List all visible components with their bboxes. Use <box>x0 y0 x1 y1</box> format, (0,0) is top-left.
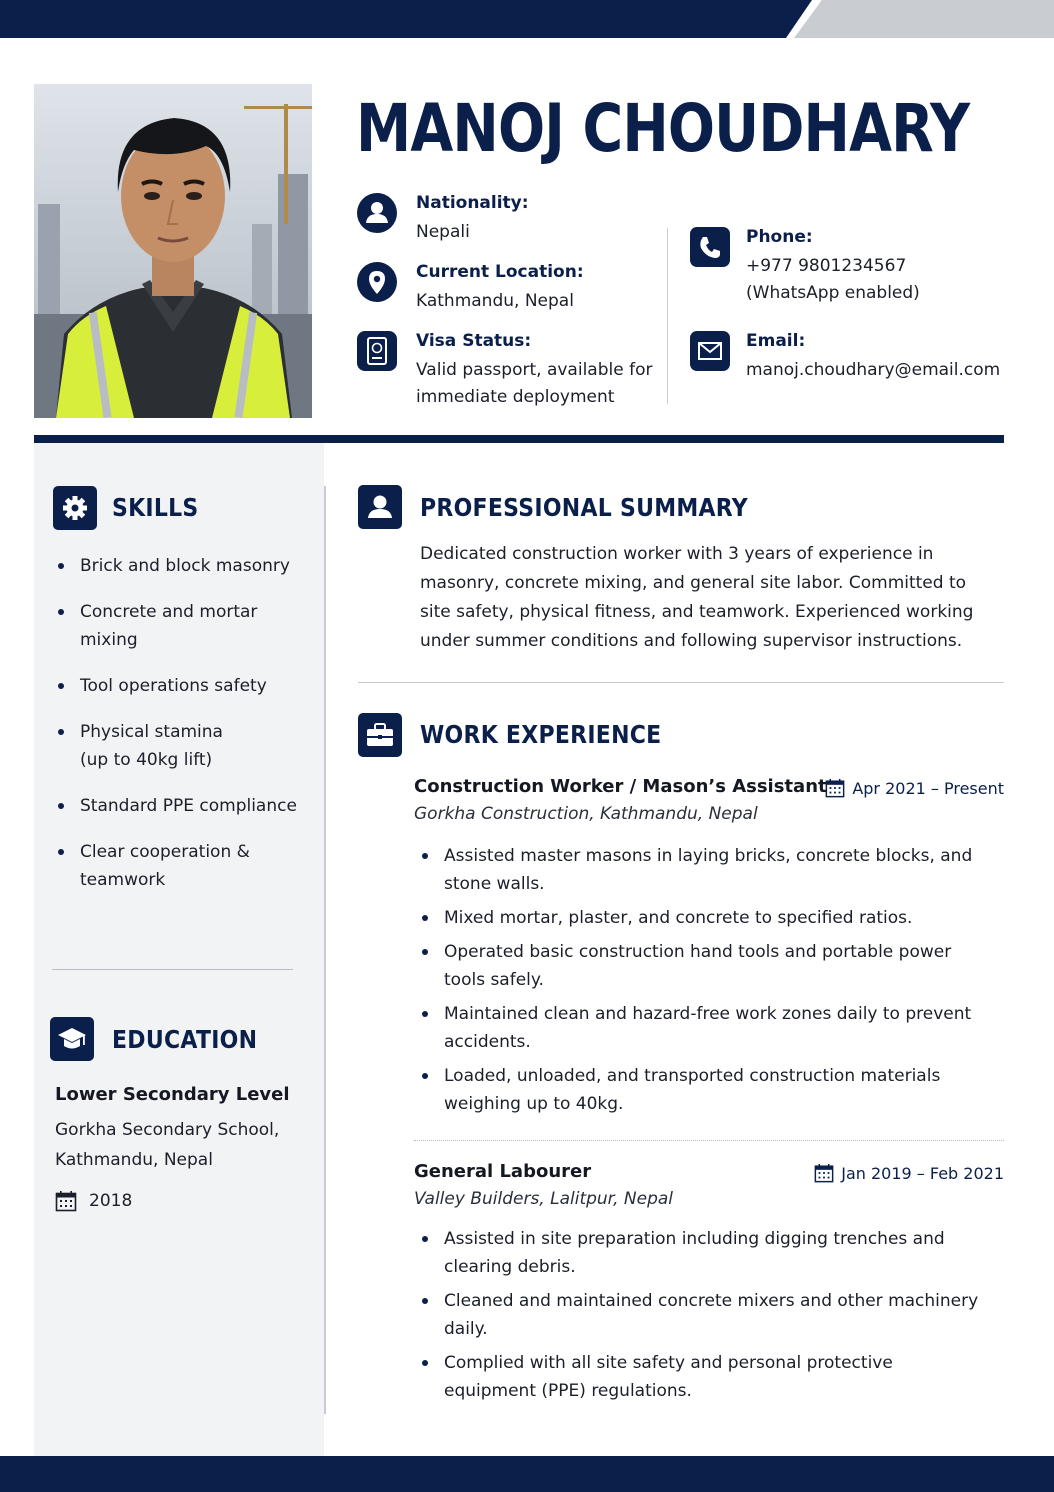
calendar-icon <box>55 1190 77 1212</box>
gear-icon <box>53 486 97 530</box>
nationality-value: Nepali <box>416 222 470 242</box>
list-item: Complied with all site safety and personal protective equipment (PPE) regulations. <box>420 1349 980 1405</box>
calendar-icon <box>825 778 845 798</box>
list-item: Concrete and mortar mixing <box>58 598 318 654</box>
job-title: General Labourer <box>414 1161 592 1182</box>
visa-label: Visa Status: <box>416 331 532 351</box>
candidate-name: MANOJ CHOUDHARY <box>356 90 970 167</box>
phone-value[interactable]: +977 9801234567 (WhatsApp enabled) <box>746 256 920 303</box>
contact-divider <box>667 228 668 404</box>
job-dates-text: Jan 2019 – Feb 2021 <box>841 1163 1004 1183</box>
list-item: Clear cooperation & teamwork <box>58 838 318 894</box>
person-icon <box>357 193 397 233</box>
education-title: EDUCATION <box>112 1025 258 1054</box>
job-dates-text: Apr 2021 – Present <box>852 778 1004 798</box>
education-school: Gorkha Secondary School, Kathmandu, Nepal <box>55 1120 280 1170</box>
visa-value: Valid passport, available for immediate deployment <box>416 360 653 407</box>
sidebar-section-divider <box>52 969 293 970</box>
job-entry <box>414 776 1004 1126</box>
header-rule <box>34 435 1004 443</box>
list-item: Brick and block masonry <box>58 552 318 580</box>
list-item: Physical stamina (up to 40kg lift) <box>58 718 318 774</box>
list-item: Assisted master masons in laying bricks, concrete blocks, and stone walls. <box>420 842 980 898</box>
job-title: Construction Worker / Mason’s Assistant <box>414 776 827 797</box>
list-item: Cleaned and maintained concrete mixers and other machinery daily. <box>420 1287 980 1343</box>
visa-row <box>357 331 667 413</box>
email-row <box>690 331 1004 387</box>
education-year: 2018 <box>89 1191 133 1211</box>
job-dates <box>814 1163 1004 1183</box>
list-item: Maintained clean and hazard-free work zones daily to prevent accidents. <box>420 1000 980 1056</box>
top-banner <box>0 0 1054 38</box>
location-row <box>357 262 657 318</box>
job-dates <box>825 778 1004 798</box>
skills-title: SKILLS <box>112 493 199 522</box>
list-item: Assisted in site preparation including digging trenches and clearing debris. <box>420 1225 980 1281</box>
list-item: Tool operations safety <box>58 672 318 700</box>
envelope-icon <box>690 331 730 371</box>
location-value: Kathmandu, Nepal <box>416 291 574 311</box>
nationality-row <box>357 193 657 249</box>
list-item: Loaded, unloaded, and transported construction materials weighing up to 40kg. <box>420 1062 980 1118</box>
bottom-banner <box>0 1456 1054 1492</box>
phone-icon <box>690 227 730 267</box>
sidebar-divider <box>324 486 326 1414</box>
passport-icon <box>357 331 397 371</box>
skills-list <box>58 552 318 912</box>
location-label: Current Location: <box>416 262 584 282</box>
job-bullets <box>420 842 980 1124</box>
banner-gray-corner <box>794 0 1054 38</box>
portrait-photo <box>34 84 312 418</box>
nationality-label: Nationality: <box>416 193 529 213</box>
summary-text: Dedicated construction worker with 3 years of experience in masonry, concrete mixing, and general site labor. Committed to site safety, physical fitness, and teamwork. Experienced working under summer conditions and following supervisor instructions. <box>420 544 974 651</box>
graduation-cap-icon <box>50 1017 94 1061</box>
list-item: Standard PPE compliance <box>58 792 318 820</box>
list-item: Mixed mortar, plaster, and concrete to specified ratios. <box>420 904 980 932</box>
phone-label: Phone: <box>746 227 813 247</box>
job-bullets <box>420 1225 980 1411</box>
job-company: Gorkha Construction, Kathmandu, Nepal <box>414 804 758 824</box>
map-pin-icon <box>357 262 397 302</box>
section-divider <box>358 682 1004 683</box>
briefcase-icon <box>358 713 402 757</box>
person-icon <box>358 485 402 529</box>
education-year-row <box>55 1190 132 1212</box>
education-level: Lower Secondary Level <box>55 1084 290 1105</box>
summary-title: PROFESSIONAL SUMMARY <box>420 493 749 522</box>
experience-title: WORK EXPERIENCE <box>420 720 662 749</box>
calendar-icon <box>814 1163 834 1183</box>
phone-row <box>690 227 1004 309</box>
job-company: Valley Builders, Lalitpur, Nepal <box>414 1189 674 1209</box>
email-label: Email: <box>746 331 806 351</box>
job-divider <box>414 1140 1004 1141</box>
email-value[interactable]: manoj.choudhary@email.com <box>746 360 1001 380</box>
job-entry <box>414 1161 1004 1421</box>
list-item: Operated basic construction hand tools and portable power tools safely. <box>420 938 980 994</box>
